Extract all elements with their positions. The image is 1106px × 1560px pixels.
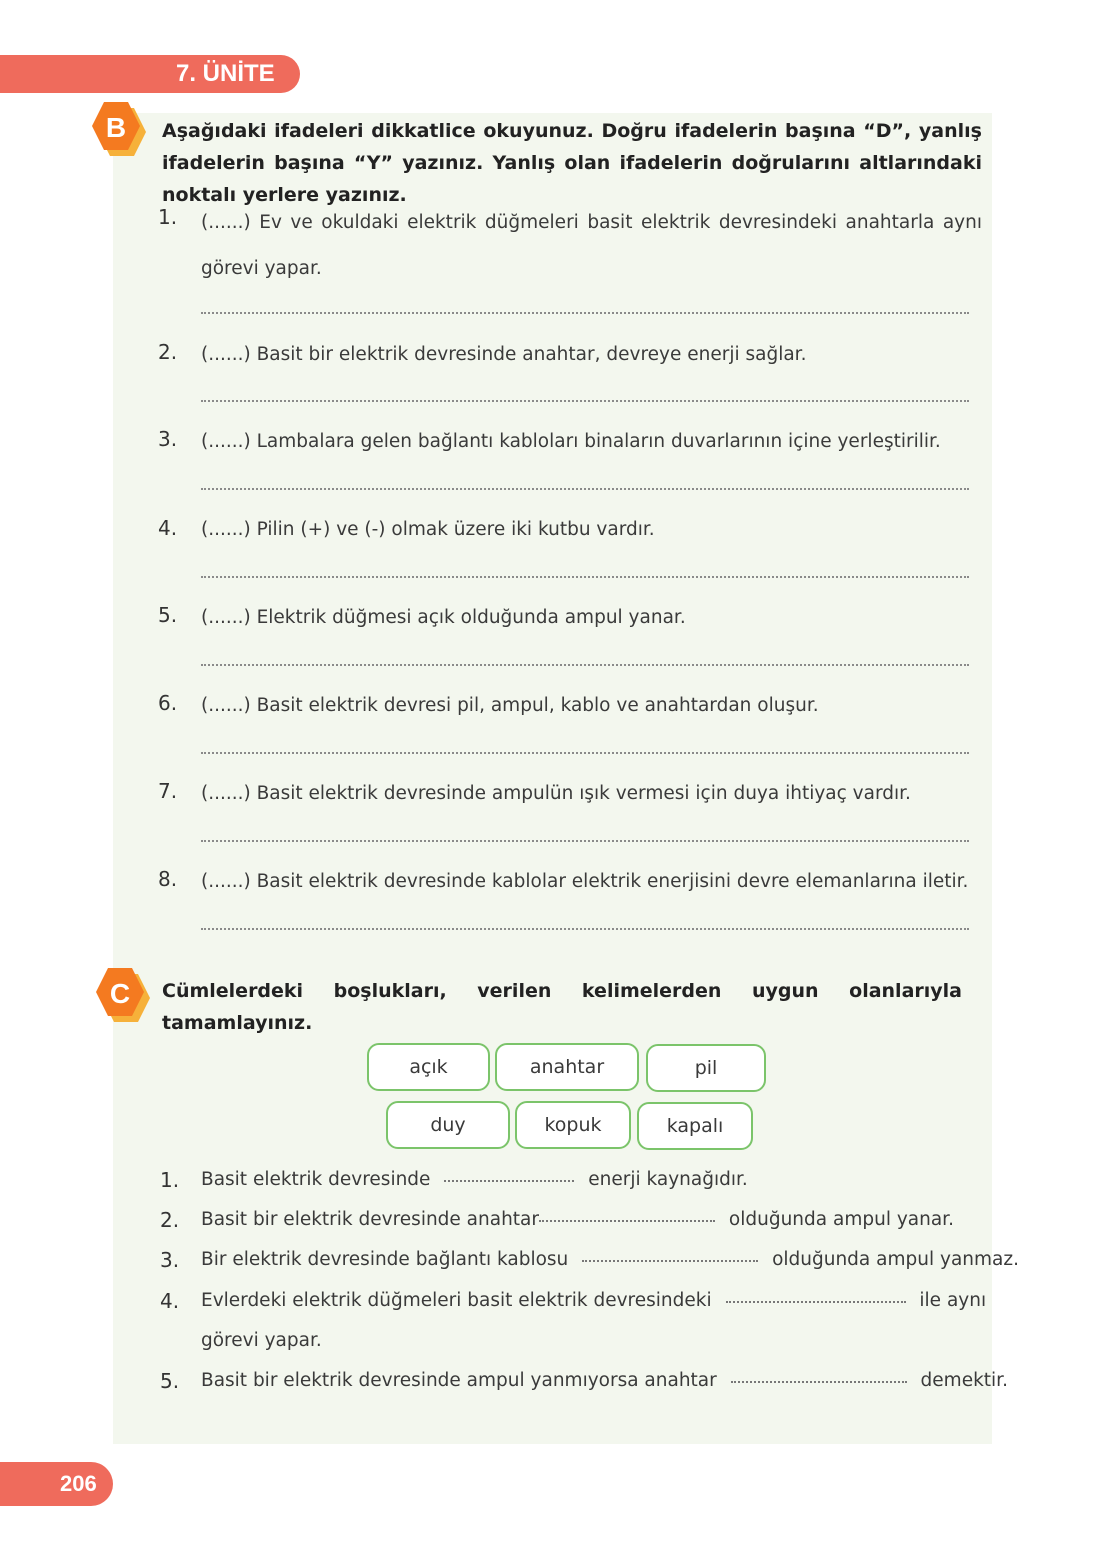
c-item-3-before: Bir elektrik devresinde bağlantı kablosu xyxy=(201,1249,569,1270)
c-item-5-sentence xyxy=(201,1370,1008,1391)
c-item-1-before: Basit elektrik devresinde xyxy=(201,1169,431,1190)
word-card-kopuk[interactable]: kopuk xyxy=(515,1101,631,1149)
b-item-8-number: 8. xyxy=(158,867,178,891)
c-item-3-blank[interactable] xyxy=(582,1260,758,1262)
c-item-1-sentence xyxy=(201,1169,748,1190)
section-c-letter: C xyxy=(109,978,131,1009)
b-item-4-answer-line[interactable] xyxy=(201,576,969,578)
b-item-1-answer-line[interactable] xyxy=(201,312,969,314)
word-card-acik[interactable]: açık xyxy=(367,1043,490,1091)
b-item-7-text: (......) Basit elektrik devresinde ampulün ışık vermesi için duya ihtiyaç vardır. xyxy=(201,783,911,804)
section-b-letter: B xyxy=(105,112,127,143)
b-item-3-text: (......) Lambalara gelen bağlantı kabloları binaların duvarlarının içine yerleştirilir. xyxy=(201,431,941,452)
c-item-4-blank[interactable] xyxy=(726,1301,906,1303)
c-item-1-blank[interactable] xyxy=(444,1180,574,1182)
word-card-pil[interactable]: pil xyxy=(646,1044,766,1092)
b-item-6-number: 6. xyxy=(158,691,178,715)
section-c-instruction: Cümlelerdeki boşlukları, verilen kelimelerden uygun olanlarıyla tamamlayınız. xyxy=(162,980,962,1034)
section-c-badge xyxy=(94,968,154,1026)
c-item-4-sentence xyxy=(201,1290,986,1311)
c-item-2-number: 2. xyxy=(160,1208,180,1232)
b-item-8-text: (......) Basit elektrik devresinde kablolar elektrik enerjisini devre elemanlarına iletir. xyxy=(201,871,969,892)
word-card-kapali[interactable]: kapalı xyxy=(637,1102,753,1150)
c-item-3-after: olduğunda ampul yanmaz. xyxy=(772,1249,1019,1270)
c-item-2-sentence xyxy=(201,1209,954,1230)
b-item-4-text: (......) Pilin (+) ve (-) olmak üzere iki kutbu vardır. xyxy=(201,519,655,540)
b-item-5-text: (......) Elektrik düğmesi açık olduğunda ampul yanar. xyxy=(201,607,686,628)
c-item-5-number: 5. xyxy=(160,1369,180,1393)
b-item-3-number: 3. xyxy=(158,427,178,451)
c-item-2-blank[interactable] xyxy=(539,1220,715,1222)
b-item-7-answer-line[interactable] xyxy=(201,840,969,842)
c-item-2-before: Basit bir elektrik devresinde anahtar xyxy=(201,1209,540,1230)
word-card-duy[interactable]: duy xyxy=(386,1101,510,1149)
c-item-2-after: olduğunda ampul yanar. xyxy=(728,1209,954,1230)
c-item-3-number: 3. xyxy=(160,1248,180,1272)
b-item-2-number: 2. xyxy=(158,340,178,364)
b-item-5-answer-line[interactable] xyxy=(201,664,969,666)
c-item-4-after: ile aynı xyxy=(919,1290,987,1311)
c-item-4-number: 4. xyxy=(160,1289,180,1313)
b-item-5-number: 5. xyxy=(158,603,178,627)
b-item-8-answer-line[interactable] xyxy=(201,928,969,930)
c-item-1-number: 1. xyxy=(160,1168,180,1192)
b-item-3-answer-line[interactable] xyxy=(201,488,969,490)
b-item-6-text: (......) Basit elektrik devresi pil, ampul, kablo ve anahtardan oluşur. xyxy=(201,695,819,716)
b-item-1-number: 1. xyxy=(158,205,178,229)
c-item-5-before: Basit bir elektrik devresinde ampul yanmıyorsa anahtar xyxy=(201,1370,717,1391)
c-item-5-after: demektir. xyxy=(920,1370,1008,1391)
section-b-badge xyxy=(90,102,150,160)
unit-tab: 7. ÜNİTE xyxy=(0,55,300,93)
b-item-7-number: 7. xyxy=(158,779,178,803)
c-item-5-blank[interactable] xyxy=(731,1381,907,1383)
b-item-6-answer-line[interactable] xyxy=(201,752,969,754)
b-item-2-text: (......) Basit bir elektrik devresinde anahtar, devreye enerji sağlar. xyxy=(201,344,807,365)
c-item-1-after: enerji kaynağıdır. xyxy=(588,1169,748,1190)
word-card-anahtar[interactable]: anahtar xyxy=(495,1043,639,1091)
b-item-1-text: (......) Ev ve okuldaki elektrik düğmeleri basit elektrik devresindeki anahtarla aynı görevi yapar. xyxy=(201,212,982,279)
c-item-3-sentence xyxy=(201,1249,1019,1270)
section-b-instruction: Aşağıdaki ifadeleri dikkatlice okuyunuz. Doğru ifadelerin başına “D”, yanlış ifadelerin başına “Y” yazınız. Yanlış olan ifadelerin doğrularını altlarındaki noktalı yerlere yazınız. xyxy=(162,120,982,206)
c-item-4-before: Evlerdeki elektrik düğmeleri basit elektrik devresindeki xyxy=(201,1290,712,1311)
page-number: 206 xyxy=(0,1462,113,1506)
b-item-2-answer-line[interactable] xyxy=(201,400,969,402)
c-item-4-continuation: görevi yapar. xyxy=(201,1330,322,1351)
b-item-4-number: 4. xyxy=(158,516,178,540)
